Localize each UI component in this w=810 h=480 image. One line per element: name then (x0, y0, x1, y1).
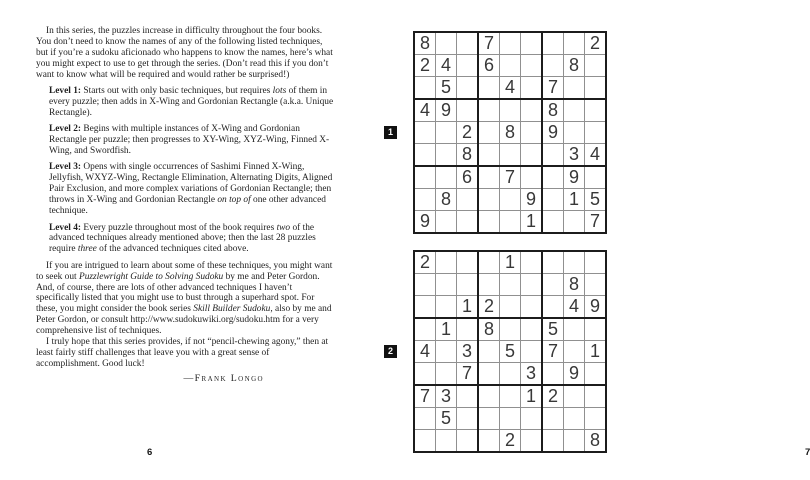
sudoku-cell (564, 211, 585, 234)
puzzle-number-badge: 2 (384, 345, 397, 358)
sudoku-cell: 5 (542, 318, 564, 341)
sudoku-cell: 8 (585, 430, 607, 453)
sudoku-cell (457, 99, 479, 122)
sudoku-cell: 9 (564, 166, 585, 189)
sudoku-row (414, 430, 606, 453)
sudoku-cell (414, 189, 436, 211)
sudoku-cell (457, 55, 479, 77)
sudoku-cell: 2 (457, 122, 479, 144)
sudoku-cell: 5 (436, 77, 457, 100)
sudoku-cell (414, 77, 436, 100)
sudoku-row (414, 55, 606, 77)
sudoku-cell: 8 (457, 144, 479, 167)
sudoku-cell (500, 274, 521, 296)
sudoku-cell (564, 408, 585, 430)
sudoku-cell (500, 99, 521, 122)
sudoku-cell: 2 (478, 296, 500, 319)
sudoku-cell: 9 (414, 211, 436, 234)
sudoku-cell: 6 (457, 166, 479, 189)
sudoku-cell: 8 (542, 99, 564, 122)
sudoku-cell (436, 341, 457, 363)
sudoku-cell (542, 430, 564, 453)
sudoku-cell (436, 122, 457, 144)
puzzle-block-1 (387, 31, 607, 234)
sudoku-cell (542, 296, 564, 319)
sudoku-cell: 7 (542, 77, 564, 100)
sudoku-row (414, 144, 606, 167)
sudoku-cell: 2 (414, 251, 436, 274)
sudoku-cell (585, 408, 607, 430)
sudoku-cell (585, 385, 607, 408)
sudoku-cell (478, 166, 500, 189)
sudoku-cell (521, 408, 543, 430)
sudoku-cell: 3 (564, 144, 585, 167)
sudoku-cell (436, 430, 457, 453)
sudoku-cell (478, 122, 500, 144)
sudoku-cell (542, 32, 564, 55)
sudoku-cell (457, 77, 479, 100)
sudoku-cell (500, 189, 521, 211)
sudoku-cell (521, 430, 543, 453)
sudoku-cell (500, 385, 521, 408)
sudoku-cell (478, 251, 500, 274)
sudoku-cell (478, 99, 500, 122)
sudoku-row (414, 385, 606, 408)
sudoku-row (414, 211, 606, 234)
sudoku-cell (457, 318, 479, 341)
sudoku-cell (457, 408, 479, 430)
sudoku-cell: 4 (414, 341, 436, 363)
sudoku-cell (457, 385, 479, 408)
sudoku-cell: 2 (542, 385, 564, 408)
page-number-left: 6 (147, 447, 153, 458)
intro-text (36, 26, 334, 385)
sudoku-cell (478, 341, 500, 363)
sudoku-cell (564, 32, 585, 55)
sudoku-cell (478, 385, 500, 408)
sudoku-cell: 9 (436, 99, 457, 122)
sudoku-cell (564, 430, 585, 453)
sudoku-cell (414, 122, 436, 144)
sudoku-cell: 5 (500, 341, 521, 363)
sudoku-row (414, 274, 606, 296)
sudoku-row (414, 408, 606, 430)
sudoku-cell (500, 144, 521, 167)
sudoku-cell (542, 189, 564, 211)
sudoku-cell: 9 (564, 363, 585, 386)
sudoku-cell (585, 274, 607, 296)
sudoku-cell (436, 32, 457, 55)
sudoku-cell (585, 251, 607, 274)
paragraph: Level 2: Begins with multiple instances of X-Wing and Gordonian Rectangle per puzzle; then progresses to XY-Wing, XYZ-Wing, Finned X-Wing, and Swordfish. (49, 124, 330, 157)
sudoku-cell (414, 363, 436, 386)
sudoku-cell (542, 274, 564, 296)
sudoku-cell: 2 (500, 430, 521, 453)
sudoku-grid-1 (413, 31, 607, 234)
sudoku-cell (500, 32, 521, 55)
sudoku-cell (436, 166, 457, 189)
sudoku-cell (542, 251, 564, 274)
sudoku-cell: 1 (585, 341, 607, 363)
sudoku-cell: 4 (414, 99, 436, 122)
sudoku-cell: 7 (414, 385, 436, 408)
puzzle-number-badge: 1 (384, 126, 397, 139)
sudoku-cell: 3 (521, 363, 543, 386)
sudoku-cell (500, 211, 521, 234)
sudoku-cell: 7 (585, 211, 607, 234)
sudoku-cell: 5 (585, 189, 607, 211)
sudoku-cell: 7 (457, 363, 479, 386)
sudoku-row (414, 251, 606, 274)
sudoku-cell (542, 408, 564, 430)
sudoku-row (414, 122, 606, 144)
sudoku-cell: 9 (521, 189, 543, 211)
sudoku-cell (457, 32, 479, 55)
sudoku-cell (436, 363, 457, 386)
sudoku-cell: 1 (521, 385, 543, 408)
sudoku-cell: 2 (414, 55, 436, 77)
sudoku-row (414, 341, 606, 363)
sudoku-cell: 5 (436, 408, 457, 430)
sudoku-cell (478, 363, 500, 386)
sudoku-cell: 4 (436, 55, 457, 77)
sudoku-cell: 1 (457, 296, 479, 319)
sudoku-cell (436, 251, 457, 274)
sudoku-cell (500, 296, 521, 319)
paragraph: Level 4: Every puzzle throughout most of the book requires two of the advanced techniques already mentioned above; then the last 28 puzzles require three of the advanced techniques cited above. (49, 222, 316, 255)
sudoku-row (414, 363, 606, 386)
sudoku-cell: 4 (564, 296, 585, 319)
sudoku-cell (436, 296, 457, 319)
sudoku-cell (521, 55, 543, 77)
sudoku-cell (542, 363, 564, 386)
page-number-right: 7 (805, 447, 810, 458)
sudoku-cell: 1 (436, 318, 457, 341)
author-signature: —Frank Longo (183, 372, 264, 384)
sudoku-cell (521, 122, 543, 144)
sudoku-cell: 2 (585, 32, 607, 55)
sudoku-cell (457, 274, 479, 296)
right-page (320, 0, 810, 480)
sudoku-cell (585, 363, 607, 386)
sudoku-row (414, 189, 606, 211)
puzzle-block-2 (387, 250, 607, 453)
sudoku-cell (521, 274, 543, 296)
paragraph: I truly hope that this series provides, if not “pencil-chewing agony,” then at least fairly stiff challenges that leave you with a great sense of accomplishment. Good luck! (36, 337, 329, 369)
sudoku-cell (414, 274, 436, 296)
sudoku-cell (414, 166, 436, 189)
sudoku-cell: 8 (564, 55, 585, 77)
sudoku-cell (585, 166, 607, 189)
sudoku-cell (585, 122, 607, 144)
sudoku-cell: 6 (478, 55, 500, 77)
sudoku-cell: 4 (500, 77, 521, 100)
left-page (0, 0, 334, 480)
sudoku-cell: 1 (500, 251, 521, 274)
sudoku-cell (436, 144, 457, 167)
sudoku-cell (414, 296, 436, 319)
paragraph: Level 1: Starts out with only basic techniques, but requires lots of them in every puzzle; then adds in X-Wing and Gordonian Rectangle (a.k.a. Unique Rectangle). (49, 86, 334, 118)
sudoku-cell (564, 318, 585, 341)
sudoku-cell (457, 251, 479, 274)
paragraph: If you are intrigued to learn about some of these techniques, you might want to seek out Puzzlewright Guide to Solving Sudoku by me and Peter Gordon. And, of course, there are lots of other advanced techniques I haven’t specifically listed that you might use to bust through a superhard spot. For these, you might consider the book series Skill Builder Sudoku, also by me and Peter Gordon, or consult http://www.sudokuwiki.org/sudoku.htm for a very comprehensive list of techniques. (36, 260, 333, 337)
sudoku-cell (564, 385, 585, 408)
sudoku-cell: 1 (564, 189, 585, 211)
sudoku-row (414, 166, 606, 189)
sudoku-cell (521, 166, 543, 189)
sudoku-cell (500, 363, 521, 386)
sudoku-cell (521, 99, 543, 122)
sudoku-cell (521, 77, 543, 100)
paragraph: Level 3: Opens with single occurrences of Sashimi Finned X-Wing, Jellyfish, WXYZ-Wing, Rectangle Elimination, Alternating Digits, Aligned Pair Exclusion, and more complex variations of Gordonian Rectangle; then throws in X-Wing and Gordonian Rectangle on top of one other advanced technique. (49, 162, 333, 217)
sudoku-cell (457, 189, 479, 211)
sudoku-cell: 7 (542, 341, 564, 363)
sudoku-row (414, 318, 606, 341)
sudoku-cell (564, 341, 585, 363)
sudoku-cell (478, 211, 500, 234)
sudoku-cell (500, 55, 521, 77)
sudoku-cell (414, 144, 436, 167)
sudoku-cell (521, 251, 543, 274)
sudoku-row (414, 77, 606, 100)
sudoku-cell (436, 274, 457, 296)
sudoku-cell (585, 77, 607, 100)
sudoku-cell (521, 318, 543, 341)
sudoku-cell: 9 (542, 122, 564, 144)
sudoku-cell: 7 (478, 32, 500, 55)
sudoku-cell (478, 144, 500, 167)
sudoku-cell: 8 (436, 189, 457, 211)
sudoku-cell (564, 122, 585, 144)
sudoku-cell (457, 211, 479, 234)
sudoku-row (414, 99, 606, 122)
sudoku-cell (542, 55, 564, 77)
sudoku-cell (457, 430, 479, 453)
sudoku-cell: 3 (457, 341, 479, 363)
sudoku-cell (478, 274, 500, 296)
sudoku-cell: 3 (436, 385, 457, 408)
sudoku-cell (521, 144, 543, 167)
sudoku-cell (542, 144, 564, 167)
sudoku-cell (478, 430, 500, 453)
sudoku-cell: 8 (414, 32, 436, 55)
sudoku-cell (478, 408, 500, 430)
sudoku-cell (585, 99, 607, 122)
paragraph: In this series, the puzzles increase in difficulty throughout the four books. You don’t need to know the names of any of the following listed techniques, but if you’re a sudoku aficionado who happens to know the names, here’s what you might expect to use to get through the series. (Don’t read this if you don’t want to know what will be required and would rather be surprised!) (36, 26, 333, 80)
sudoku-cell (585, 318, 607, 341)
sudoku-cell (436, 211, 457, 234)
sudoku-cell: 8 (500, 122, 521, 144)
sudoku-cell (564, 251, 585, 274)
sudoku-cell: 9 (585, 296, 607, 319)
sudoku-cell (521, 32, 543, 55)
sudoku-grid-2 (413, 250, 607, 453)
sudoku-cell (521, 296, 543, 319)
sudoku-cell (542, 166, 564, 189)
sudoku-cell: 1 (521, 211, 543, 234)
sudoku-cell (500, 318, 521, 341)
sudoku-cell (478, 77, 500, 100)
sudoku-cell (542, 211, 564, 234)
sudoku-row (414, 32, 606, 55)
sudoku-cell: 8 (478, 318, 500, 341)
sudoku-cell: 7 (500, 166, 521, 189)
sudoku-cell (414, 408, 436, 430)
sudoku-row (414, 296, 606, 319)
sudoku-cell (414, 318, 436, 341)
sudoku-cell: 4 (585, 144, 607, 167)
sudoku-cell (564, 99, 585, 122)
sudoku-cell (414, 430, 436, 453)
sudoku-cell (564, 77, 585, 100)
sudoku-cell (478, 189, 500, 211)
sudoku-cell (585, 55, 607, 77)
sudoku-cell (521, 341, 543, 363)
sudoku-cell: 8 (564, 274, 585, 296)
sudoku-cell (500, 408, 521, 430)
